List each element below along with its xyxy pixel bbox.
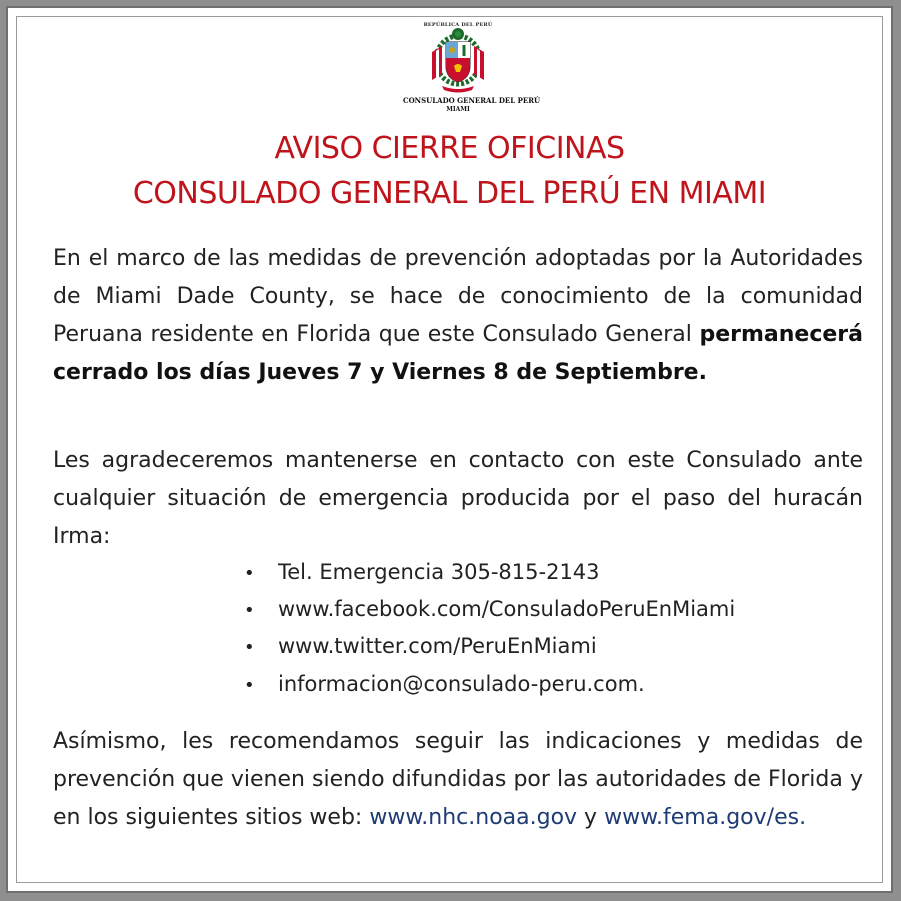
recommendation-paragraph xyxy=(53,723,863,837)
notice-frame xyxy=(6,6,893,893)
bullet-icon: • xyxy=(244,600,255,621)
notice-title-line2: CONSULADO GENERAL DEL PERÚ EN MIAMI xyxy=(132,176,767,211)
connector-text: y xyxy=(577,805,605,830)
contact-paragraph: Les agradeceremos mantenerse en contacto con este Consulado ante cualquier situación de emergencia producida por el paso del huracán Irma: xyxy=(53,448,863,549)
bullet-icon: • xyxy=(244,563,255,584)
fema-link[interactable]: www.fema.gov/es. xyxy=(604,805,807,830)
email-link[interactable]: informacion@consulado-peru.com. xyxy=(278,672,645,696)
bullet-icon: • xyxy=(244,637,255,658)
emblem-consulate-name: CONSULADO GENERAL DEL PERÚ xyxy=(403,96,541,105)
emblem-top-text: REPÚBLICA DEL PERÚ xyxy=(423,22,493,28)
twitter-link[interactable]: www.twitter.com/PeruEnMiami xyxy=(278,634,597,658)
notice-title-line1: AVISO CIERRE OFICINAS xyxy=(274,131,625,166)
consulate-emblem xyxy=(403,22,541,113)
closure-text: En el marco de las medidas de prevención adoptadas por la Autoridades de Miami Dade County, se hace de conocimiento de la comunidad Peruana residente en Florida que este Consulado General xyxy=(53,246,863,347)
list-item xyxy=(244,628,735,665)
list-item xyxy=(244,554,735,591)
closure-dates-bold: permanecerá cerrado los días Jueves 7 y Viernes 8 de Septiembre. xyxy=(53,322,863,385)
facebook-link[interactable]: www.facebook.com/ConsuladoPeruEnMiami xyxy=(278,597,736,621)
contact-list xyxy=(244,554,735,703)
recommendation-text: Asímismo, les recomendamos seguir las indicaciones y medidas de prevención que vienen siendo difundidas por las autoridades de Florida y en los siguientes sitios web: xyxy=(53,729,863,830)
closure-paragraph xyxy=(53,240,863,392)
coat-of-arms-icon xyxy=(428,22,488,94)
emergency-phone[interactable]: Tel. Emergencia 305-815-2143 xyxy=(278,560,600,584)
list-item xyxy=(244,666,735,703)
emblem-city: MIAMI xyxy=(446,106,470,113)
nhc-link[interactable]: www.nhc.noaa.gov xyxy=(369,805,578,830)
list-item xyxy=(244,591,735,628)
bullet-icon: • xyxy=(244,675,255,696)
